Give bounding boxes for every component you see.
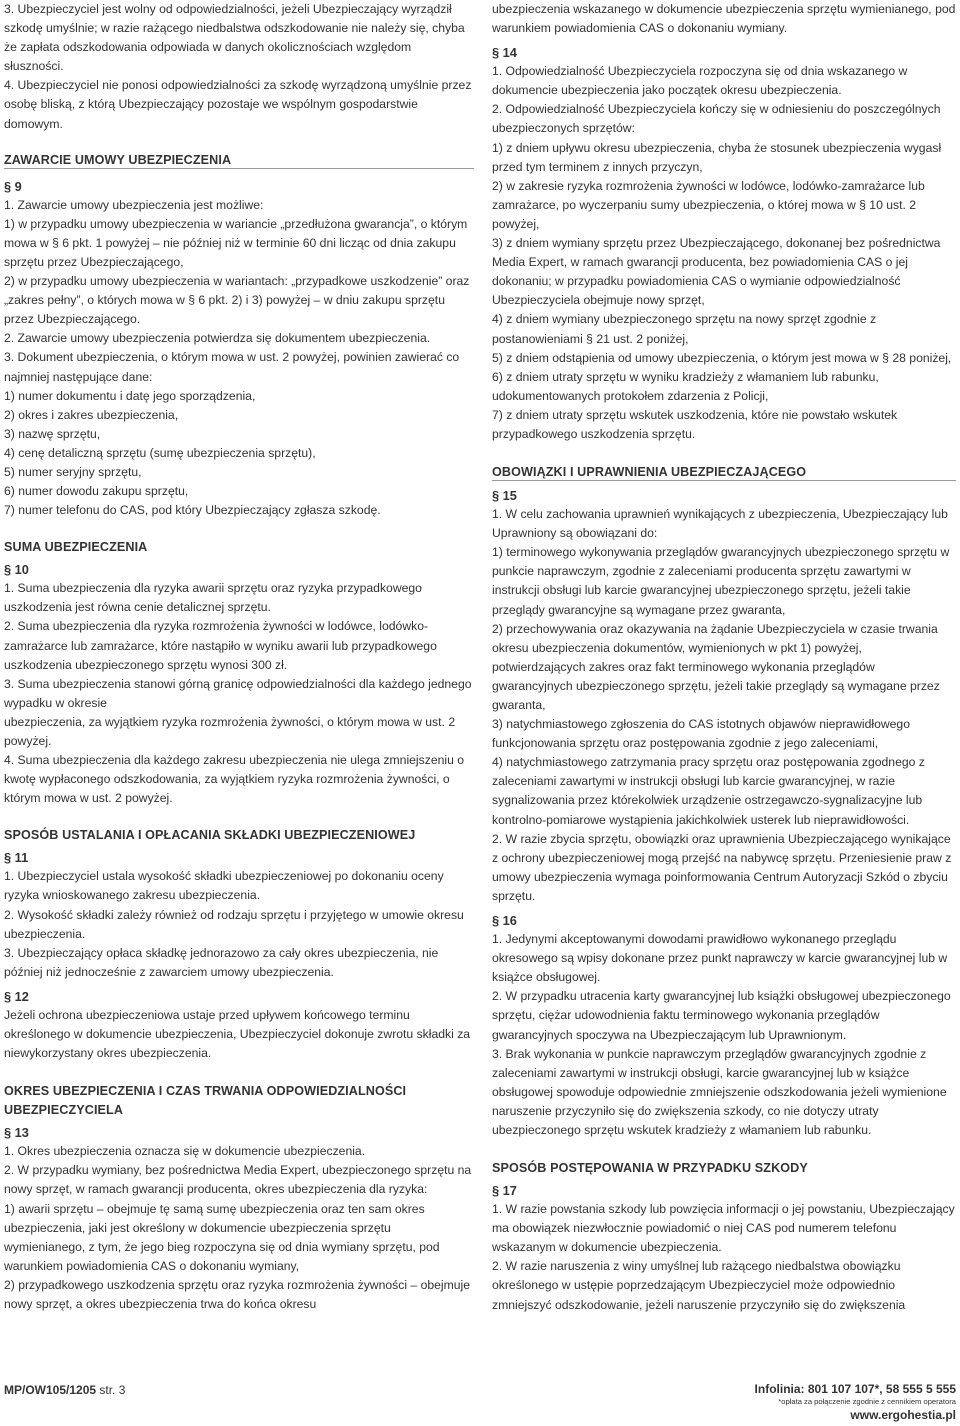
section-heading-skladka: SPOSÓB USTALANIA I OPŁACANIA SKŁADKI UBEZPIECZENIOWEJ xyxy=(4,828,416,843)
clause-text: 3. Suma ubezpieczenia stanowi górną granicę odpowiedzialności dla każdego jednego wypadku w okresie xyxy=(4,676,472,710)
clause-text: 7) numer telefonu do CAS, pod który Ubezpieczający zgłasza szkodę. xyxy=(4,503,381,518)
document-code-id: MP/OW105/1205 xyxy=(4,1383,97,1397)
clause-text: Jeżeli ochrona ubezpieczeniowa ustaje przed upływem końcowego terminu określonego w dokumencie ubezpieczenia, Ubezpieczyciel dokonuje zwrotu składki za niewykorzystany okres ubezpieczenia. xyxy=(4,1007,471,1061)
clause-text: 3. Dokument ubezpieczenia, o którym mowa w ust. 2 powyżej, powinien zawierać co najmniej następujące dane: xyxy=(4,350,460,384)
document-code xyxy=(4,1383,125,1397)
clause-text: 3) z dniem wymiany sprzętu przez Ubezpieczającego, dokonanej bez pośrednictwa Media Expert, w ramach gwarancji producenta, bez powiadomienia CAS o jej dokonaniu; w przypadku powiadomienia CAS o wymianie odpowiedzialność Ubezpieczyciela obejmuje nowy sprzęt, xyxy=(492,236,941,308)
left-column xyxy=(4,0,474,1314)
section-heading-suma: SUMA UBEZPIECZENIA xyxy=(4,540,148,555)
clause-text: 1) awarii sprzętu – obejmuje tę samą sumę ubezpieczenia oraz ten sam okres ubezpieczenia, jaki jest określony w dokumencie ubezpieczenia sprzętu wymienianego, z tym, że jego bieg rozpoczyna się od dnia wymiany sprzętu, pod warunkiem powiadomienia CAS o dokonaniu wymiany, xyxy=(4,1201,440,1273)
clause-text: 2. Wysokość składki zależy również od rodzaju sprzętu i przyjętego w umowie okresu ubezpieczenia. xyxy=(4,907,464,941)
clause-text: 1. Suma ubezpieczenia dla ryzyka awarii sprzętu oraz ryzyka przypadkowego uszkodzenia jest równa cenie detalicznej sprzętu. xyxy=(4,581,422,615)
clause-text: 3. Ubezpieczający opłaca składkę jednorazowo za cały okres ubezpieczenia, nie później niż jednocześnie z zawarciem umowy ubezpieczenia. xyxy=(4,945,439,979)
paragraph-number: § 11 xyxy=(4,850,29,866)
section-heading-obowiazki: OBOWIĄZKI I UPRAWNIENIA UBEZPIECZAJĄCEGO xyxy=(492,464,956,481)
clause-text: 1. Zawarcie umowy ubezpieczenia jest możliwe: xyxy=(4,197,264,212)
clause-text: 2. W przypadku wymiany, bez pośrednictwa Media Expert, ubezpieczonego sprzętu na nowy sprzęt, w ramach gwarancji producenta, okres ubezpieczenia dla ryzyka: xyxy=(4,1163,472,1197)
clause-text: 2) w przypadku umowy ubezpieczenia w wariantach: „przypadkowe uszkodzenie” oraz „zakres pełny”, o których mowa w § 6 pkt. 2) i 3) powyżej – w dniu zakupu sprzętu przez Ubezpieczającego. xyxy=(4,274,470,327)
clause-text: 3) nazwę sprzętu, xyxy=(4,426,101,441)
clause-text: 2. W razie zbycia sprzętu, obowiązki oraz uprawnienia Ubezpieczającego wynikające z ochrony ubezpieczeniowej mogą przejść na nabywcę sprzętu. Przeniesienie praw z umowy ubezpieczenia wymaga poinformowania Centrum Autoryzacji Szkód o zbyciu sprzętu. xyxy=(492,831,952,903)
hotline-number: Infolinia: 801 107 107*, 58 555 5 555 xyxy=(754,1382,956,1396)
clause-text: 2. Zawarcie umowy ubezpieczenia potwierdza się dokumentem ubezpieczenia. xyxy=(4,331,431,346)
clause-text: 3. Ubezpieczyciel jest wolny od odpowiedzialności, jeżeli Ubezpieczający wyrządził szkodę umyślnie; w razie rażącego niedbalstwa odszkodowanie nie należy się, chyba że zapłata odszkodowania odpowiada w danych okolicznościach względom słuszności. xyxy=(4,2,465,74)
clause-text: 2) okres i zakres ubezpieczenia, xyxy=(4,407,179,422)
clause-text: 1. W celu zachowania uprawnień wynikających z ubezpieczenia, Ubezpieczający lub Uprawniony są obowiązani do: xyxy=(492,507,948,541)
clause-text: 6) numer dowodu zakupu sprzętu, xyxy=(4,484,189,499)
clause-text: 6) z dniem utraty sprzętu w wyniku kradzieży z włamaniem lub rabunku, udokumentowanych protokołem zdarzenia z Policji, xyxy=(492,369,879,403)
contact-footer xyxy=(755,1382,956,1424)
paragraph-number: § 12 xyxy=(4,988,29,1004)
section-heading-zawarcie: ZAWARCIE UMOWY UBEZPIECZENIA xyxy=(4,152,474,169)
clause-text: 2) przechowywania oraz okazywania na żądanie Ubezpieczyciela w czasie trwania okresu ubezpieczenia dokumentów, wymienionych w pkt 1) powyżej, potwierdzających zakres oraz fakt terminowego wykonania przeglądów gwarancyjnych ubezpieczonego sprzętu, jeżeli takie przeglądy są wymagane przez gwaranta, xyxy=(492,621,940,712)
right-column xyxy=(492,0,956,1315)
clause-text: ubezpieczenia wskazanego w dokumencie ubezpieczenia sprzętu wymienianego, pod warunkiem powiadomienia CAS o dokonaniu wymiany. xyxy=(492,2,956,36)
clause-text: 7) z dniem utraty sprzętu wskutek uszkodzenia, które nie powstało wskutek przypadkowego uszkodzenia sprzętu. xyxy=(492,407,898,441)
paragraph-number: § 15 xyxy=(492,488,517,504)
clause-text: 3. Brak wykonania w punkcie naprawczym przeglądów gwarancyjnych zgodnie z zaleceniami zawartymi w instrukcji obsługi, karcie gwarancyjnej lub w książce obsługowej spowoduje odpowiednie zmniejszenie odszkodowania jeżeli wymienione naruszenie przyczyniło się do zwiększenia szkody, co nie dotyczy utraty ubezpieczonego sprzętu wskutek kradzieży z włamaniem lub rabunku. xyxy=(492,1046,947,1137)
clause-text: 5) numer seryjny sprzętu, xyxy=(4,464,142,479)
clause-text: 2. Suma ubezpieczenia dla ryzyka rozmrożenia żywności w lodówce, lodówko-zamrażarce lub zamrażarce, które nastąpiło w wyniku awarii lub przypadkowego uszkodzenia ubezpieczonego sprzętu wynosi 300 zł. xyxy=(4,619,437,672)
clause-text: 1) w przypadku umowy ubezpieczenia w wariancie „przedłużona gwarancja”, o którym mowa w § 6 pkt. 1 powyżej – nie później niż w terminie 60 dni licząc od dnia zakupu sprzętu przez Ubezpieczającego, xyxy=(4,216,468,269)
page-number: str. 3 xyxy=(99,1383,126,1397)
clause-text: 1. W razie powstania szkody lub powzięcia informacji o jej powstaniu, Ubezpieczający ma obowiązek niezwłocznie powiadomić o niej CAS pod numerem telefonu wskazanym w dokumencie ubezpieczenia. xyxy=(492,1202,955,1255)
website-link[interactable]: www.ergohestia.pl xyxy=(850,1408,956,1422)
clause-text: 1. Odpowiedzialność Ubezpieczyciela rozpoczyna się od dnia wskazanego w dokumencie ubezpieczenia jako początek okresu ubezpieczenia. xyxy=(492,64,908,98)
clause-text: 2. Odpowiedzialność Ubezpieczyciela kończy się w odniesieniu do poszczególnych ubezpieczonych sprzętów: xyxy=(492,102,941,136)
clause-text: 4) z dniem wymiany ubezpieczonego sprzętu na nowy sprzęt zgodnie z postanowieniami § 21 ust. 2 poniżej, xyxy=(492,312,877,346)
clause-text: 4. Suma ubezpieczenia dla każdego zakresu ubezpieczenia nie ulega zmniejszeniu o kwotę wypłaconego odszkodowania, za wyjątkiem ryzyka rozmrożenia żywności, o którym mowa w ust. 2 powyżej. xyxy=(4,753,465,806)
clause-text: 5) z dniem odstąpienia od umowy ubezpieczenia, o którym jest mowa w § 28 poniżej, xyxy=(492,350,952,365)
paragraph-number: § 10 xyxy=(4,562,29,578)
clause-text: 4) cenę detaliczną sprzętu (sumę ubezpieczenia sprzętu), xyxy=(4,445,316,460)
clause-text: 2. W razie naruszenia z winy umyślnej lub rażącego niedbalstwa obowiązku określonego w ustępie poprzedzającym Ubezpieczyciel może odpowiednio zmniejszyć odszkodowanie, jeżeli naruszenie przyczyniło się do zwiększenia xyxy=(492,1259,906,1312)
clause-text: 2. W przypadku utracenia karty gwarancyjnej lub książki obsługowej ubezpieczonego sprzętu, ciężar udowodnienia faktu terminowego wykonania przeglądów gwarancyjnych spoczywa na Ubezpieczającym lub Uprawnionym. xyxy=(492,989,951,1042)
paragraph-number: § 9 xyxy=(4,178,22,194)
clause-text: 1) z dniem upływu okresu ubezpieczenia, chyba że stosunek ubezpieczenia wygasł przed tym terminem z innych przyczyn, xyxy=(492,140,942,174)
clause-text: 4. Ubezpieczyciel nie ponosi odpowiedzialności za szkodę wyrządzoną umyślnie przez osobę bliską, z którą Ubezpieczający pozostaje we wspólnym gospodarstwie domowym. xyxy=(4,78,472,131)
clause-text: 1. Ubezpieczyciel ustala wysokość składki ubezpieczeniowej po dokonaniu oceny ryzyka wnioskowanego zakresu ubezpieczenia. xyxy=(4,869,444,903)
hotline-note: *opłata za połączenie zgodnie z cennikiem operatora xyxy=(778,1397,956,1406)
paragraph-number: § 16 xyxy=(492,913,517,929)
clause-text: 1. Okres ubezpieczenia oznacza się w dokumencie ubezpieczenia. xyxy=(4,1144,366,1159)
clause-text: 1. Jedynymi akceptowanymi dowodami prawidłowo wykonanego przeglądu okresowego są wpisy dokonane przez punkt naprawczy w karcie gwarancyjnej lub w książce obsługowej. xyxy=(492,932,948,985)
clause-text: 2) przypadkowego uszkodzenia sprzętu oraz ryzyka rozmrożenia żywności – obejmuje nowy sprzęt, a okres ubezpieczenia trwa do końca okresu xyxy=(4,1277,471,1311)
paragraph-number: § 14 xyxy=(492,45,517,61)
section-heading-szkoda: SPOSÓB POSTĘPOWANIA W PRZYPADKU SZKODY xyxy=(492,1161,808,1176)
clause-text: ubezpieczenia, za wyjątkiem ryzyka rozmrożenia żywności, o którym mowa w ust. 2 powyżej. xyxy=(4,714,456,748)
clause-text: 4) natychmiastowego zatrzymania pracy sprzętu oraz postępowania zgodnego z zaleceniami zawartymi w instrukcji obsługi lub karcie gwarancyjnej, w razie sygnalizowania przez którekolwiek urządzenie ostrzegawczo-sygnalizacyjne lub kontrolno-pomiarowe wystąpienia jakichkolwiek usterek lub nieprawidłowości. xyxy=(492,755,925,827)
clause-text: 3) natychmiastowego zgłoszenia do CAS istotnych objawów nieprawidłowego funkcjonowania sprzętu oraz postępowania zgodnie z jego zaleceniami, xyxy=(492,717,910,751)
clause-text: 1) terminowego wykonywania przeglądów gwarancyjnych ubezpieczonego sprzętu w punkcie naprawczym, zgodnie z zaleceniami producenta sprzętu zawartymi w instrukcji obsługi lub karcie gwarancyjnej ubezpieczonego sprzętu, jeżeli takie przeglądy gwarancyjne są wymagane przez gwaranta, xyxy=(492,545,950,617)
section-heading-okres: OKRES UBEZPIECZENIA I CZAS TRWANIA ODPOWIEDZIALNOŚCI UBEZPIECZYCIELA xyxy=(4,1084,407,1118)
paragraph-number: § 17 xyxy=(492,1183,517,1199)
paragraph-number: § 13 xyxy=(4,1125,29,1141)
clause-text: 1) numer dokumentu i datę jego sporządzenia, xyxy=(4,388,256,403)
clause-text: 2) w zakresie ryzyka rozmrożenia żywności w lodówce, lodówko-zamrażarce lub zamrażarce, po wyczerpaniu sumy ubezpieczenia, o której mowa w § 10 ust. 2 powyżej, xyxy=(492,178,925,231)
